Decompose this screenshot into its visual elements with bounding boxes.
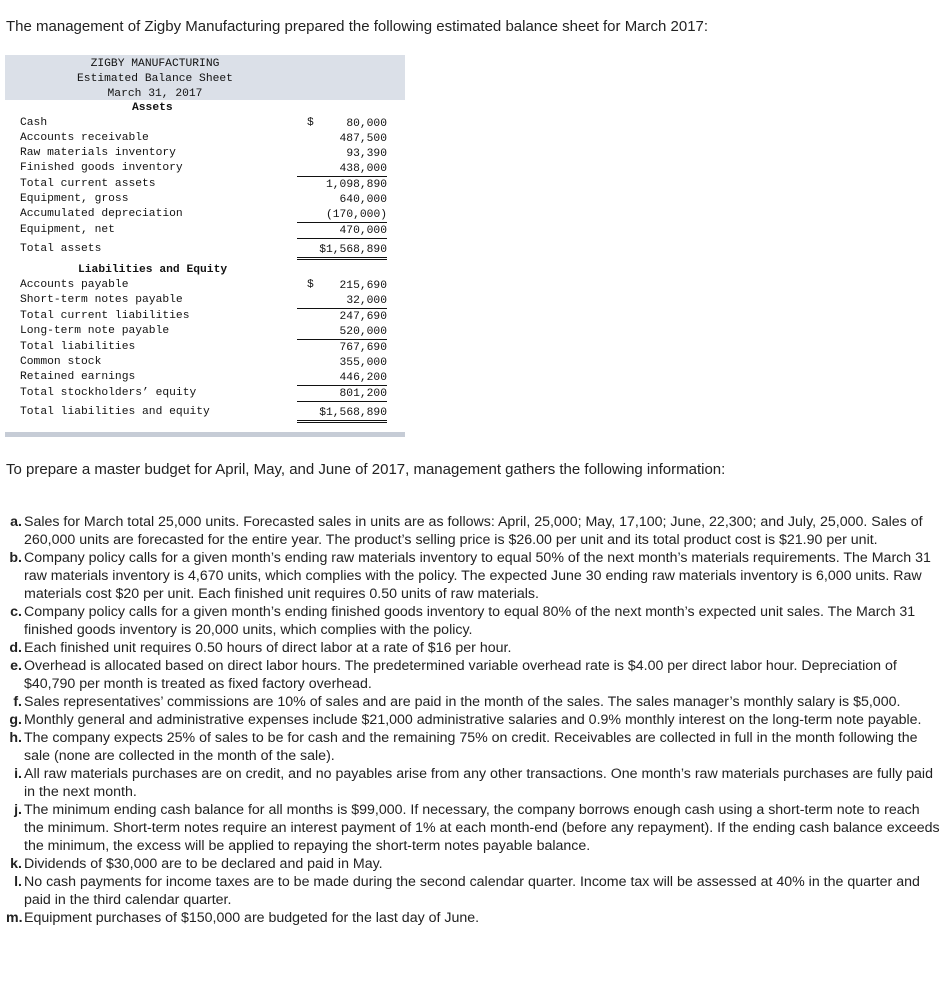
list-item (6, 873, 942, 909)
row-accumulated-depreciation (5, 208, 405, 223)
row-label: Retained earnings (20, 371, 136, 383)
dollar-sign: $ (307, 117, 314, 129)
row-value: 438,000 (297, 162, 387, 177)
row-value: 247,690 (339, 311, 387, 323)
item-marker: l. (14, 874, 22, 890)
list-item (6, 693, 942, 711)
row-label: Equipment, net (20, 224, 115, 236)
sheet-date: March 31, 2017 (107, 88, 203, 100)
intro-text: The management of Zigby Manufacturing prepared the following estimated balance sheet for March 2017: (6, 18, 709, 35)
item-text: Company policy calls for a given month’s ending raw materials inventory to equal 50% of the next month’s materials requirements. The March 31 raw materials inventory is 4,670 units, which complies with the policy. The expected June 30 ending raw materials inventory is 6,000 units. Raw materials cost $20 per unit. Each finished unit requires 0.50 units of raw materials. (24, 550, 931, 602)
row-value: $1,568,890 (297, 406, 387, 423)
list-item (6, 603, 942, 639)
list-item (6, 711, 942, 729)
assets-heading: Assets (132, 102, 173, 114)
liabilities-heading: Liabilities and Equity (78, 264, 228, 276)
row-value: 1,098,890 (325, 179, 387, 191)
row-value: 355,000 (339, 357, 387, 369)
list-item (6, 855, 942, 873)
row-raw-materials (5, 147, 405, 162)
item-text: Each finished unit requires 0.50 hours of direct labor at a rate of $16 per hour. (24, 640, 512, 656)
row-value: 215,690 (339, 280, 387, 292)
row-total-current-assets (5, 178, 405, 193)
row-value: 801,200 (297, 387, 387, 402)
row-total-liabilities (5, 341, 405, 356)
item-marker: e. (10, 658, 22, 674)
item-text: The minimum ending cash balance for all months is $99,000. If necessary, the company borrows enough cash using a short-term note to reach the minimum. Short-term notes require an interest payment of 1% at each month-end (before any repayment). If the ending cash balance exceeds the minimum, the excess will be applied to repaying the short-term notes payable balance. (24, 802, 940, 854)
list-item (6, 729, 942, 765)
row-total-stockholders-equity (5, 387, 405, 402)
row-label: Accounts receivable (20, 132, 149, 144)
sheet-title: Estimated Balance Sheet (77, 73, 233, 85)
row-label: Total current assets (20, 178, 156, 190)
row-label: Total stockholders’ equity (20, 387, 197, 399)
row-label: Accounts payable (20, 279, 129, 291)
row-label: Total assets (20, 243, 102, 255)
row-equipment-net (5, 224, 405, 239)
row-label: Equipment, gross (20, 193, 129, 205)
row-value: $1,568,890 (297, 243, 387, 260)
item-text: Company policy calls for a given month’s ending finished goods inventory to equal 80% of the next month’s expected unit sales. The March 31 finished goods inventory is 20,000 units, which complies with the policy. (24, 604, 916, 638)
row-label: Finished goods inventory (20, 162, 183, 174)
info-list (6, 513, 942, 927)
row-label: Total liabilities (20, 341, 136, 353)
row-value: 93,390 (346, 148, 387, 160)
list-item (6, 657, 942, 693)
item-marker: c. (10, 604, 22, 620)
row-cash (5, 117, 405, 132)
list-item (6, 513, 942, 549)
item-text: The company expects 25% of sales to be for cash and the remaining 75% on credit. Receivables are collected in full in the month following the sale (none are collected in the month of the sale). (24, 730, 918, 764)
row-value: (170,000) (297, 208, 387, 223)
item-marker: g. (9, 712, 22, 728)
row-value: 470,000 (297, 224, 387, 239)
row-value: 487,500 (339, 133, 387, 145)
balance-sheet (5, 55, 405, 439)
row-label: Total current liabilities (20, 310, 190, 322)
row-accounts-receivable (5, 132, 405, 147)
list-item (6, 801, 942, 855)
row-label: Accumulated depreciation (20, 208, 183, 220)
row-total-current-liabilities (5, 310, 405, 325)
row-equipment-gross (5, 193, 405, 208)
row-finished-goods (5, 162, 405, 177)
item-marker: d. (9, 640, 22, 656)
row-label: Common stock (20, 356, 102, 368)
row-label: Total liabilities and equity (20, 406, 210, 418)
row-value: 32,000 (297, 294, 387, 309)
row-total-assets (5, 243, 405, 258)
item-marker: f. (13, 694, 22, 710)
row-short-term-notes (5, 294, 405, 309)
row-value: 520,000 (297, 325, 387, 340)
row-accounts-payable (5, 279, 405, 294)
item-marker: h. (9, 730, 22, 746)
row-total-liabilities-and-equity (5, 406, 405, 421)
item-text: Overhead is allocated based on direct labor hours. The predetermined variable overhead rate is $4.00 per direct labor hour. Depreciation of $40,790 per month is treated as fixed factory overhead. (24, 658, 897, 692)
item-marker: j. (14, 802, 22, 818)
row-label: Cash (20, 117, 48, 129)
list-item (6, 909, 942, 927)
item-marker: m. (6, 910, 23, 926)
item-text: No cash payments for income taxes are to be made during the second calendar quarter. Income tax will be assessed at 40% in the quarter and paid in the third calendar quarter. (24, 874, 920, 908)
item-marker: a. (10, 514, 22, 530)
item-text: Monthly general and administrative expenses include $21,000 administrative salaries and 0.9% monthly interest on the long-term note payable. (24, 712, 922, 728)
row-value: 640,000 (339, 194, 387, 206)
balance-sheet-footer-bar (5, 432, 405, 437)
list-item (6, 639, 942, 657)
row-label: Long-term note payable (20, 325, 170, 337)
item-marker: b. (9, 550, 22, 566)
item-marker: k. (10, 856, 22, 872)
dollar-sign: $ (307, 279, 314, 291)
item-text: Equipment purchases of $150,000 are budgeted for the last day of June. (24, 910, 480, 926)
row-label: Raw materials inventory (20, 147, 176, 159)
item-marker: i. (14, 766, 22, 782)
row-label: Short-term notes payable (20, 294, 183, 306)
item-text: All raw materials purchases are on credit, and no payables arise from any other transactions. One month’s raw materials purchases are fully paid in the next month. (24, 766, 933, 800)
row-long-term-note (5, 325, 405, 340)
item-text: Dividends of $30,000 are to be declared and paid in May. (24, 856, 383, 872)
row-value: 446,200 (297, 371, 387, 386)
company-name: ZIGBY MANUFACTURING (90, 58, 220, 70)
row-value: 80,000 (346, 118, 387, 130)
item-text: Sales for March total 25,000 units. Forecasted sales in units are as follows: April, 25,000; May, 17,100; June, 22,300; and July, 25,000. Sales of 260,000 units are forecasted for the entire year. The product’s selling price is $26.00 per unit and its total product cost is $21.90 per unit. (24, 514, 923, 548)
row-retained-earnings (5, 371, 405, 386)
prep-text: To prepare a master budget for April, May, and June of 2017, management gathers the following information: (6, 461, 726, 478)
list-item (6, 765, 942, 801)
row-value: 767,690 (339, 342, 387, 354)
item-text: Sales representatives’ commissions are 10% of sales and are paid in the month of the sales. The sales manager’s monthly salary is $5,000. (24, 694, 901, 710)
row-common-stock (5, 356, 405, 371)
list-item (6, 549, 942, 603)
